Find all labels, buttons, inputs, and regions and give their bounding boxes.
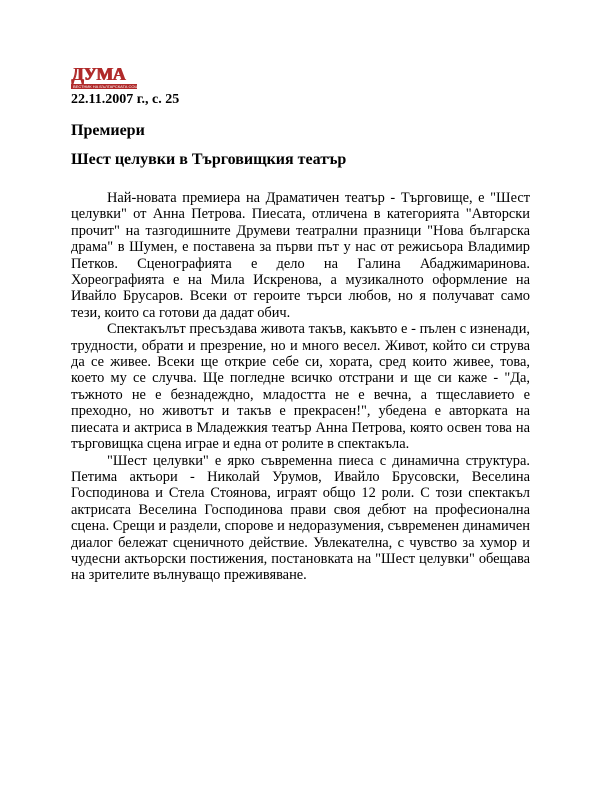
article-paragraph: Спектакълът пресъздава живота такъв, какъвто е - пълен с изненади, трудности, обрати и презрение, но и много весел. Живот, който си струва да се живее. Всеки ще открие себе си, хората, сред които живее, това, което му се случва. Ще погледне всичко отстрани и ще си каже - "Да, тъжното не е безнадеждно, младостта не е вечна, а тщеславието е преходно, но животът и такъв е прекрасен!", убедена е авторката на пиесата и актриса в Младежкия театър Анна Петрова, която освен това на търговищка сцена играе и една от ролите в спектакъла. — [71, 321, 530, 453]
section-title: Премиери — [71, 122, 145, 139]
article-body — [71, 190, 530, 584]
duma-logo — [71, 64, 188, 90]
logo-wordmark: ДУМА — [71, 64, 125, 84]
article-paragraph: "Шест целувки" е ярко съвременна пиеса с динамична структура. Петима актьори - Николай Урумов, Ивайло Брусовски, Веселина Господинова и Стела Стоянова, играят общо 12 роли. С този спектакъл актрисата Веселина Господинова прави своя дебют на професионална сцена. Срещи и раздели, спорове и недоразумения, съвременен динамичен диалог бележат сценичното действие. Увлекателна, с чувство за хумор и чудесни актьорски постижения, постановката на "Шест целувки" обещава на зрителите вълнуващо преживяване. — [71, 452, 530, 584]
publication-dateline: 22.11.2007 г., с. 25 — [71, 92, 180, 107]
article-headline: Шест целувки в Търговищкия театър — [71, 151, 347, 168]
article-paragraph: Най-новата премиера на Драматичен театър - Търговище, е "Шест целувки" от Анна Петрова. Пиесата, отличена в категорията "Авторски прочит" на тазгодишните Друмеви театрални празници "Нова българска драма" в Шумен, е поставена за първи път у нас от режисьора Владимир Петков. Сценографията е дело на Галина Абаджимаринова. Хореографията е на Мила Искренова, а музикалното оформление на Ивайло Брусаров. Всеки от героите търси любов, но я получават само тези, които са готови да дадат обич. — [71, 190, 530, 321]
logo-band-text: ВЕСТНИК НА БЪЛГАРСКАТА СОЦИАЛИСТИЧЕСКА ПАРТИЯ — [73, 84, 188, 89]
